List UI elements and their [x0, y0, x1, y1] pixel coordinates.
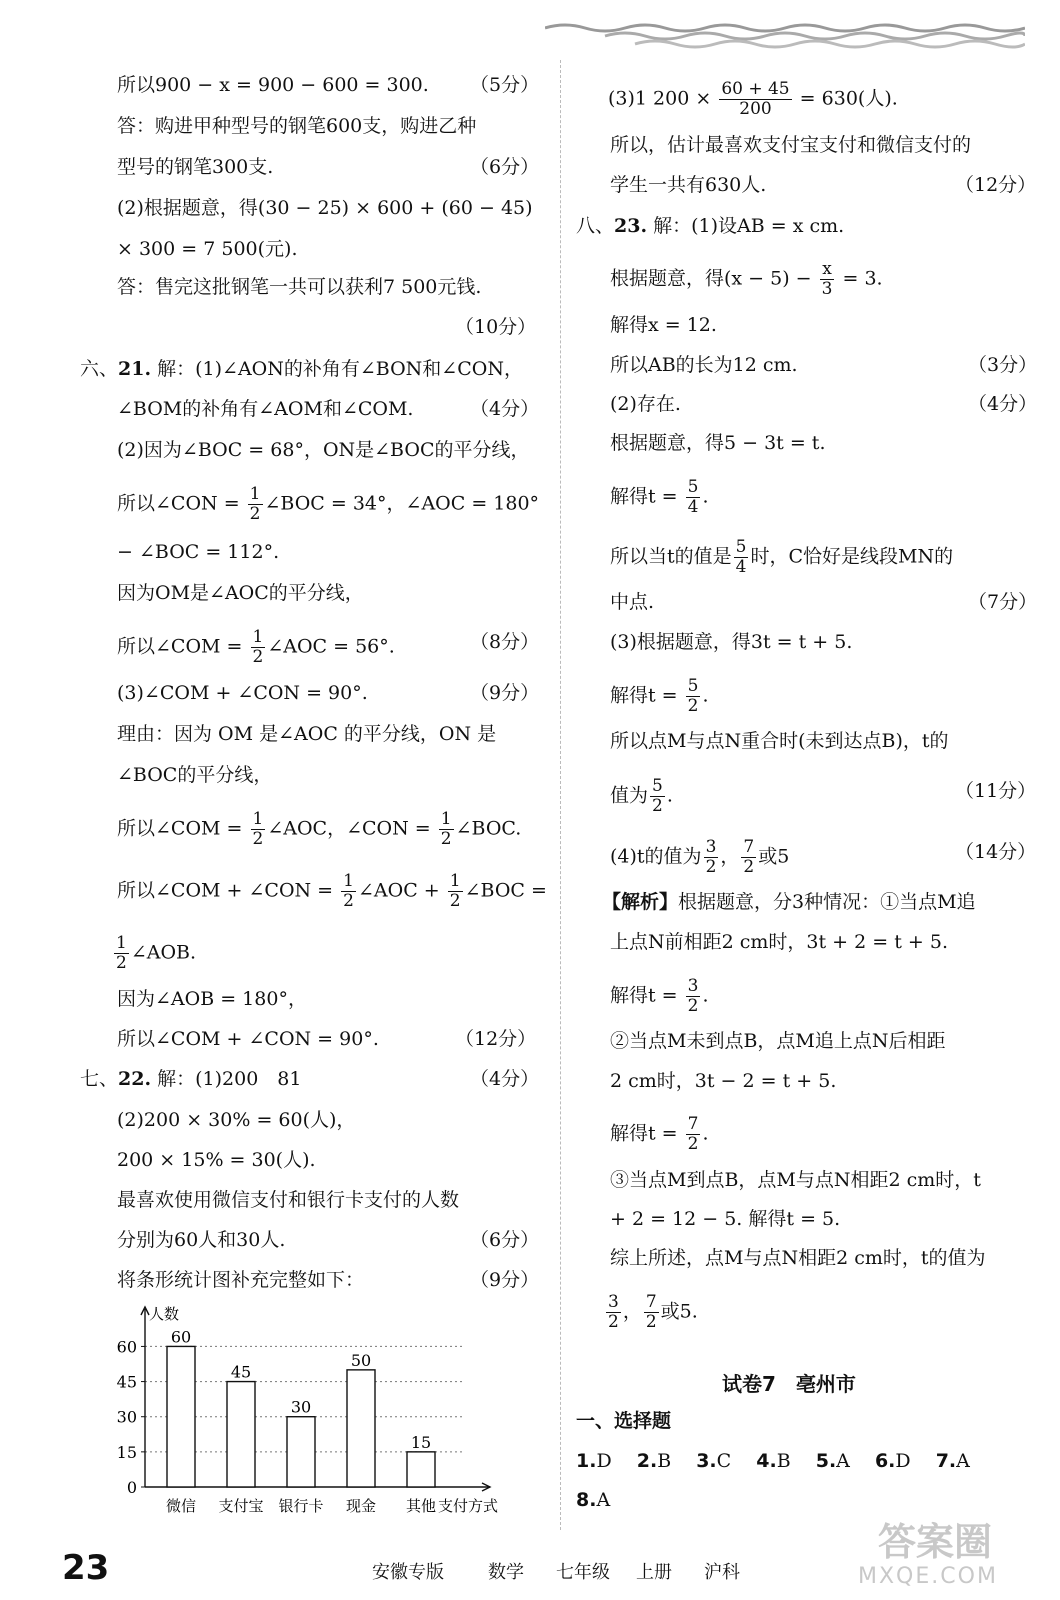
- fraction: [114, 934, 129, 973]
- text: .: [666, 784, 673, 807]
- answer-choice: D: [895, 1450, 911, 1472]
- score: （4分）: [470, 1068, 540, 1090]
- answer-number: 3.: [696, 1450, 717, 1472]
- text-line: 将条形统计图补充完整如下：: [117, 1269, 365, 1291]
- text-line: × 300 = 7 500(元).: [117, 238, 298, 260]
- fraction: [650, 777, 665, 816]
- text-line: 200 × 15% = 30(人).: [117, 1149, 316, 1171]
- answer-choice: B: [657, 1450, 672, 1472]
- fraction: [341, 872, 356, 911]
- denominator: 2: [687, 996, 699, 1016]
- denominator: 2: [687, 1134, 699, 1154]
- denominator: 2: [687, 696, 699, 716]
- text-line: 答：售完这批钢笔一共可以获利7 500元钱.: [117, 276, 482, 298]
- numerator: 1: [252, 809, 264, 829]
- numerator: 60 + 45: [721, 79, 790, 99]
- text-line: (2)200 × 30% = 60(人)，: [117, 1109, 356, 1131]
- numerator: 5: [687, 676, 699, 696]
- text-line: 最喜欢使用微信支付和银行卡支付的人数: [117, 1189, 460, 1211]
- text-line: (3)∠COM + ∠CON = 90°.: [117, 682, 368, 704]
- score: （6分）: [470, 1229, 540, 1251]
- footer-subject: 数学: [488, 1562, 524, 1583]
- text: ，: [720, 845, 740, 868]
- numerator: x: [822, 259, 832, 279]
- denominator: 2: [608, 1312, 619, 1332]
- text-line: [112, 934, 196, 973]
- denominator: 200: [739, 99, 772, 119]
- text: 所以∠COM + ∠CON =: [117, 879, 340, 902]
- text: .: [702, 485, 709, 508]
- text-line: (2)根据题意，得(30 − 25) × 600 + (60 − 45): [117, 197, 533, 219]
- analysis-label: 【解析】: [602, 891, 679, 913]
- section-subtitle: 一、选择题: [576, 1410, 672, 1432]
- text: 所以∠COM =: [117, 817, 249, 840]
- fraction: [686, 478, 701, 517]
- text-line: [610, 1115, 709, 1154]
- fraction: [686, 977, 701, 1016]
- text: .: [702, 984, 709, 1007]
- denominator: 2: [449, 891, 461, 911]
- denominator: 2: [252, 829, 264, 849]
- text-line: 因为∠AOB = 180°，: [117, 988, 307, 1010]
- text: .: [702, 684, 709, 707]
- bar: [407, 1452, 435, 1487]
- text: 时，C恰好是线段MN的: [750, 545, 954, 568]
- question-21-heading: [80, 355, 523, 383]
- bar-value-label: 45: [230, 1362, 252, 1382]
- x-axis-label: 支付方式: [437, 1497, 498, 1515]
- text-line: 学生一共有630人.: [610, 174, 767, 196]
- fraction: [606, 1293, 621, 1332]
- text-line: 综上所述，点M与点N相距2 cm时，t的值为: [610, 1247, 986, 1269]
- score: （12分）: [455, 1028, 537, 1050]
- y-tick-label: 60: [116, 1337, 137, 1357]
- bar-value-label: 60: [170, 1327, 192, 1347]
- fraction: [686, 1115, 701, 1154]
- fraction: [448, 872, 463, 911]
- text-line: 所以点M与点N重合时(未到达点B)，t的: [610, 730, 949, 752]
- y-tick-label: 30: [116, 1407, 137, 1427]
- answer-number: 1.: [576, 1450, 597, 1472]
- denominator: 2: [705, 857, 717, 877]
- text-line: [117, 628, 395, 667]
- answer-choice: D: [596, 1450, 612, 1472]
- question-number: 21.: [118, 358, 152, 380]
- text: 根据题意，得(x − 5) −: [610, 267, 818, 290]
- watermark-bottom: MXQE.COM: [858, 1564, 998, 1589]
- denominator: 2: [645, 1312, 657, 1332]
- text-line: ∠BOC的平分线，: [117, 764, 273, 786]
- text-line: 中点.: [610, 591, 655, 613]
- text-line: 型号的钢笔300支.: [117, 156, 274, 178]
- text: 解得t =: [610, 1122, 684, 1145]
- text-line: [610, 838, 789, 877]
- header-decoration: [545, 18, 1025, 50]
- text: 解得t =: [610, 684, 684, 707]
- x-tick-label: 支付宝: [218, 1497, 264, 1515]
- denominator: 4: [687, 497, 699, 517]
- footer-edition: 安徽专版: [372, 1562, 444, 1583]
- text: 解：(1)200 81: [151, 1068, 302, 1090]
- score: （6分）: [470, 156, 540, 178]
- score: （9分）: [470, 1269, 540, 1291]
- numerator: 7: [743, 837, 755, 857]
- answer-row-2: [576, 1486, 610, 1514]
- answer-row-1: [576, 1447, 970, 1475]
- text-line: [610, 260, 883, 299]
- text-line: 2 cm时，3t − 2 = t + 5.: [610, 1070, 837, 1092]
- fraction: [251, 628, 266, 667]
- bar: [287, 1417, 315, 1487]
- denominator: 2: [343, 891, 354, 911]
- bar: [227, 1382, 255, 1487]
- text: ∠AOC = 56°.: [267, 635, 395, 658]
- score: （5分）: [470, 74, 540, 96]
- denominator: 2: [116, 953, 127, 973]
- numerator: 3: [608, 1292, 619, 1312]
- numerator: 5: [687, 477, 699, 497]
- text-line: [610, 977, 709, 1016]
- answer-number: 5.: [815, 1450, 837, 1472]
- text: 或5.: [660, 1300, 698, 1323]
- text-line: 所以900 − x = 900 − 600 = 300.: [117, 74, 429, 96]
- text-line: [117, 872, 547, 911]
- denominator: 2: [440, 829, 452, 849]
- text-line: ③当点M到点B，点M与点N相距2 cm时，t: [610, 1169, 981, 1191]
- answer-number: 2.: [636, 1450, 658, 1472]
- text: ∠AOB.: [130, 941, 197, 964]
- section-title: 试卷7 亳州市: [722, 1372, 856, 1396]
- footer-publisher: 沪科: [704, 1562, 740, 1583]
- text: = 3.: [836, 267, 883, 290]
- fraction: [251, 810, 266, 849]
- question-23-heading: [576, 212, 844, 240]
- score: （4分）: [470, 398, 540, 420]
- y-tick-label: 15: [116, 1442, 137, 1462]
- text: 值为: [610, 784, 649, 807]
- numerator: 1: [449, 871, 461, 891]
- answer-number: 8.: [576, 1489, 597, 1511]
- text: 所以∠COM =: [117, 635, 249, 658]
- text-line: [610, 677, 709, 716]
- text: 解：(1)设AB = x cm.: [647, 215, 845, 237]
- x-tick-label: 其他: [405, 1497, 437, 1515]
- score: （3分）: [968, 354, 1038, 376]
- denominator: 2: [652, 796, 663, 816]
- numerator: 5: [652, 776, 663, 796]
- text-line: 答：购进甲种型号的钢笔600支，购进乙种: [117, 115, 477, 137]
- answer-choice: C: [716, 1450, 732, 1472]
- text: ∠BOC =: [464, 879, 547, 902]
- text: (4)t的值为: [610, 845, 702, 868]
- text-line: [604, 1293, 698, 1332]
- column-divider: [560, 60, 561, 1530]
- score: （11分）: [955, 780, 1037, 802]
- denominator: 2: [249, 504, 261, 524]
- score: （12分）: [955, 174, 1037, 196]
- denominator: 2: [743, 857, 755, 877]
- score: （10分）: [455, 316, 537, 338]
- fraction: [686, 677, 701, 716]
- text-line: ∠BOM的补角有∠AOM和∠COM.: [117, 398, 414, 420]
- page-number: 23: [62, 1548, 110, 1588]
- text-line: 所以AB的长为12 cm.: [610, 354, 798, 376]
- numerator: 1: [343, 871, 354, 891]
- text: ∠AOC +: [357, 879, 446, 902]
- question-number: 22.: [118, 1068, 152, 1090]
- numerator: 3: [687, 976, 699, 996]
- bar: [347, 1370, 375, 1487]
- fraction: [741, 838, 756, 877]
- text-line: 因为OM是∠AOC的平分线，: [117, 582, 364, 604]
- bar-value-label: 50: [350, 1350, 372, 1370]
- fraction: [719, 80, 791, 119]
- text-line: − ∠BOC = 112°.: [117, 541, 280, 563]
- text-line: 所以，估计最喜欢支付宝支付和微信支付的: [610, 134, 972, 156]
- fraction: [820, 260, 835, 299]
- text: 解：(1)∠AON的补角有∠BON和∠CON，: [151, 358, 523, 380]
- section-number: 七、: [80, 1068, 119, 1090]
- text-line: [610, 538, 953, 577]
- bar-value-label: 15: [410, 1432, 432, 1452]
- x-tick-label: 现金: [345, 1497, 377, 1515]
- question-22-heading: [80, 1065, 301, 1093]
- bar: [167, 1346, 195, 1487]
- text-line: [610, 478, 709, 517]
- text-line: 理由：因为 OM 是∠AOC 的平分线，ON 是: [117, 723, 497, 745]
- answer-choice: B: [776, 1450, 791, 1472]
- analysis-line: [602, 888, 976, 916]
- score: （9分）: [470, 682, 540, 704]
- fraction: [734, 538, 749, 577]
- y-tick-label: 0: [126, 1478, 137, 1497]
- denominator: 3: [821, 279, 833, 299]
- fraction: [439, 810, 454, 849]
- watermark-top: 答案圈: [878, 1520, 993, 1564]
- y-axis-label: 人数: [149, 1305, 180, 1323]
- fraction: [248, 485, 263, 524]
- text: (3)1 200 ×: [608, 87, 718, 110]
- text: 或5: [758, 845, 790, 868]
- text-line: [117, 485, 539, 524]
- answer-choice: A: [956, 1450, 970, 1472]
- footer-grade: 七年级: [556, 1562, 610, 1583]
- watermark: [858, 1520, 1048, 1592]
- text: 解得t =: [610, 485, 684, 508]
- text-line: [608, 80, 898, 119]
- text-line: ②当点M未到点B，点M追上点N后相距: [610, 1030, 946, 1052]
- text-line: 解得x = 12.: [610, 314, 717, 336]
- answer-number: 6.: [874, 1450, 896, 1472]
- answer-choice: A: [836, 1450, 850, 1472]
- x-tick-label: 银行卡: [278, 1497, 324, 1515]
- x-tick-label: 微信: [165, 1497, 197, 1515]
- text: ∠AOC，∠CON =: [267, 817, 437, 840]
- text-line: (2)存在.: [610, 393, 681, 415]
- text-line: 所以∠COM + ∠CON = 90°.: [117, 1028, 379, 1050]
- text-line: [117, 810, 521, 849]
- score: （14分）: [955, 841, 1037, 863]
- text-line: [610, 777, 673, 816]
- numerator: 1: [440, 809, 452, 829]
- numerator: 7: [687, 1114, 699, 1134]
- numerator: 5: [735, 537, 747, 557]
- bar-chart: [105, 1305, 535, 1520]
- text-line: 上点N前相距2 cm时，3t + 2 = t + 5.: [610, 931, 948, 953]
- text-line: 根据题意，得5 − 3t = t.: [610, 432, 826, 454]
- denominator: 2: [252, 647, 264, 667]
- text: .: [702, 1122, 709, 1145]
- text-line: 分别为60人和30人.: [117, 1229, 286, 1251]
- fraction: [644, 1293, 659, 1332]
- text-line: + 2 = 12 − 5. 解得t = 5.: [610, 1208, 841, 1230]
- section-number: 六、: [80, 358, 119, 380]
- text: 根据题意，分3种情况：①当点M追: [678, 891, 976, 913]
- question-number: 23.: [614, 215, 648, 237]
- fraction: [704, 838, 719, 877]
- text: = 630(人).: [793, 87, 898, 110]
- numerator: 1: [116, 933, 127, 953]
- numerator: 7: [645, 1292, 657, 1312]
- text-line: (2)因为∠BOC = 68°，ON是∠BOC的平分线，: [117, 439, 530, 461]
- footer-volume: 上册: [636, 1562, 672, 1583]
- bar-value-label: 30: [290, 1397, 312, 1417]
- answer-number: 7.: [935, 1450, 957, 1472]
- numerator: 3: [705, 837, 717, 857]
- numerator: 1: [249, 484, 261, 504]
- answer-choice: A: [596, 1489, 611, 1511]
- numerator: 1: [252, 627, 264, 647]
- text-line: (3)根据题意，得3t = t + 5.: [610, 631, 853, 653]
- section-number: 八、: [576, 215, 615, 237]
- text: ，: [622, 1300, 642, 1323]
- text: 解得t =: [610, 984, 684, 1007]
- answer-number: 4.: [756, 1450, 777, 1472]
- text: ∠BOC = 34°，∠AOC = 180°: [264, 492, 540, 515]
- score: （4分）: [968, 393, 1038, 415]
- denominator: 4: [735, 557, 747, 577]
- text: 所以当t的值是: [610, 545, 732, 568]
- score: （8分）: [470, 631, 540, 653]
- text: 所以∠CON =: [117, 492, 246, 515]
- y-tick-label: 45: [116, 1372, 137, 1392]
- score: （7分）: [968, 591, 1038, 613]
- text: ∠BOC.: [455, 817, 522, 840]
